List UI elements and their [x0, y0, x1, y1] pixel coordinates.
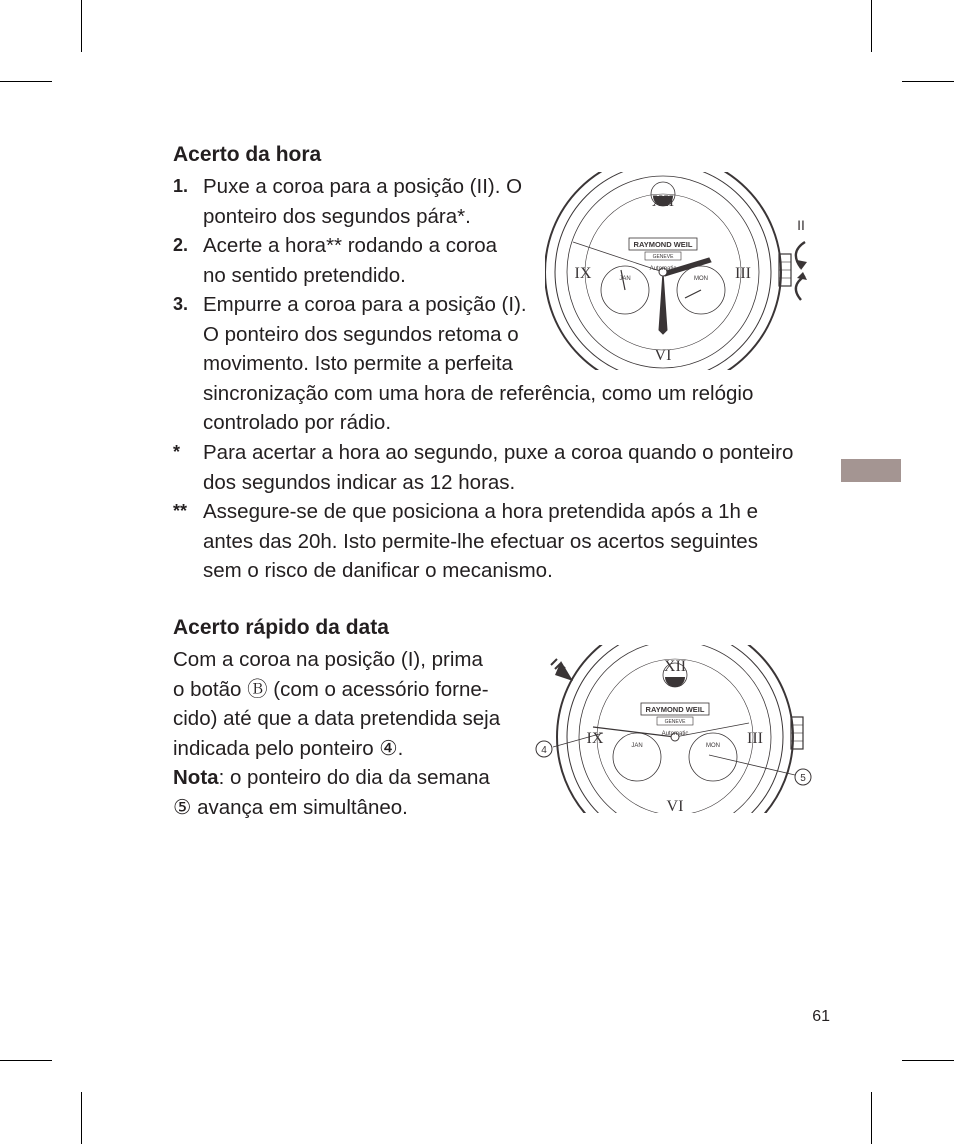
subdial-month: JAN — [619, 276, 631, 282]
dial-numeral-6: VI — [654, 347, 672, 364]
page-number: 61 — [812, 1008, 830, 1025]
text-line: Para acertar a hora ao segundo, puxe a coroa quando o ponteiro — [203, 441, 794, 464]
text-line: o botão Ⓑ (com o acessório forne- — [173, 677, 489, 701]
text-line: sincronização com uma hora de referência, como um relógio — [203, 381, 754, 405]
text-line: Com a coroa na posição (I), prima — [173, 648, 483, 671]
subdial-day: MON — [706, 743, 720, 749]
dial-numeral-12: XII — [663, 658, 687, 675]
crop-mark — [0, 81, 52, 82]
callout-date-hand: 4 — [541, 745, 547, 756]
crop-mark — [871, 1092, 872, 1144]
dial-numeral-3: III — [747, 730, 763, 747]
text-line: ponteiro dos segundos pára*. — [203, 204, 471, 228]
watch-illustration-date-pusher — [525, 645, 825, 817]
crop-mark — [902, 81, 954, 82]
footnote-text — [203, 438, 813, 497]
text-line: no sentido pretendido. — [203, 263, 406, 287]
step-number: 3. — [173, 294, 189, 314]
section-title-date-setting: Acerto rápido da data — [173, 616, 389, 639]
dial-numeral-12: XII — [651, 193, 675, 210]
dial-numeral-3: III — [735, 265, 751, 282]
text-line: cido) até que a data pretendida seja — [173, 707, 501, 730]
crop-mark — [0, 1060, 52, 1061]
text-line: O ponteiro dos segundos retoma o — [203, 322, 519, 346]
footnote-item — [173, 438, 813, 497]
crop-mark — [871, 0, 872, 52]
footnote-text — [203, 497, 813, 586]
text-line: dos segundos indicar as 12 horas. — [203, 470, 516, 494]
dial-numeral-9: IX — [574, 265, 592, 282]
subdial-day: MON — [694, 276, 708, 282]
dial-city: GENEVE — [664, 719, 686, 725]
footnote-mark: * — [173, 442, 181, 462]
text-line: Acerte a hora** rodando a coroa — [203, 234, 498, 257]
callout-day-hand: 5 — [800, 773, 806, 784]
language-tab-marker — [841, 459, 901, 482]
note-label: Nota — [173, 766, 219, 789]
crop-mark — [81, 0, 82, 52]
dial-brand: RAYMOND WEIL — [645, 705, 705, 714]
text-line: controlado por rádio. — [203, 411, 392, 434]
dial-city: GENEVE — [652, 254, 674, 260]
text-line: sem o risco de danificar o mecanismo. — [203, 559, 553, 582]
dial-model: Automatic — [649, 266, 677, 272]
note-text: : o ponteiro do dia da semana — [218, 766, 490, 789]
text-line: ⑤ avança em simultâneo. — [173, 795, 408, 819]
footnotes — [173, 438, 813, 586]
text-line: Empurre a coroa para a posição (I). — [203, 293, 527, 316]
step-number: 1. — [173, 176, 189, 196]
note-line — [173, 763, 518, 793]
subdial-month: JAN — [631, 743, 643, 749]
step-number: 2. — [173, 235, 189, 255]
text-line: antes das 20h. Isto permite-lhe efectuar os acertos seguintes — [203, 529, 758, 553]
dial-numeral-9: IX — [586, 730, 604, 747]
watch-illustration-crown-position — [545, 172, 815, 372]
footnote-item — [173, 497, 813, 586]
text-line: Puxe a coroa para a posição (II). O — [203, 175, 523, 198]
footnote-mark: ** — [173, 501, 188, 521]
text-line: indicada pelo ponteiro ④. — [173, 736, 404, 760]
dial-model: Automatic — [661, 731, 689, 737]
date-setting-text — [173, 645, 518, 822]
text-line: movimento. Isto permite a perfeita — [203, 352, 513, 375]
crop-mark — [81, 1092, 82, 1144]
section-title-time-setting: Acerto da hora — [173, 143, 322, 166]
crop-mark — [902, 1060, 954, 1061]
dial-brand: RAYMOND WEIL — [633, 240, 693, 249]
crown-position-label: II — [797, 217, 805, 233]
dial-numeral-6: VI — [666, 798, 684, 815]
text-line: Assegure-se de que posiciona a hora pretendida após a 1h e — [203, 500, 759, 523]
